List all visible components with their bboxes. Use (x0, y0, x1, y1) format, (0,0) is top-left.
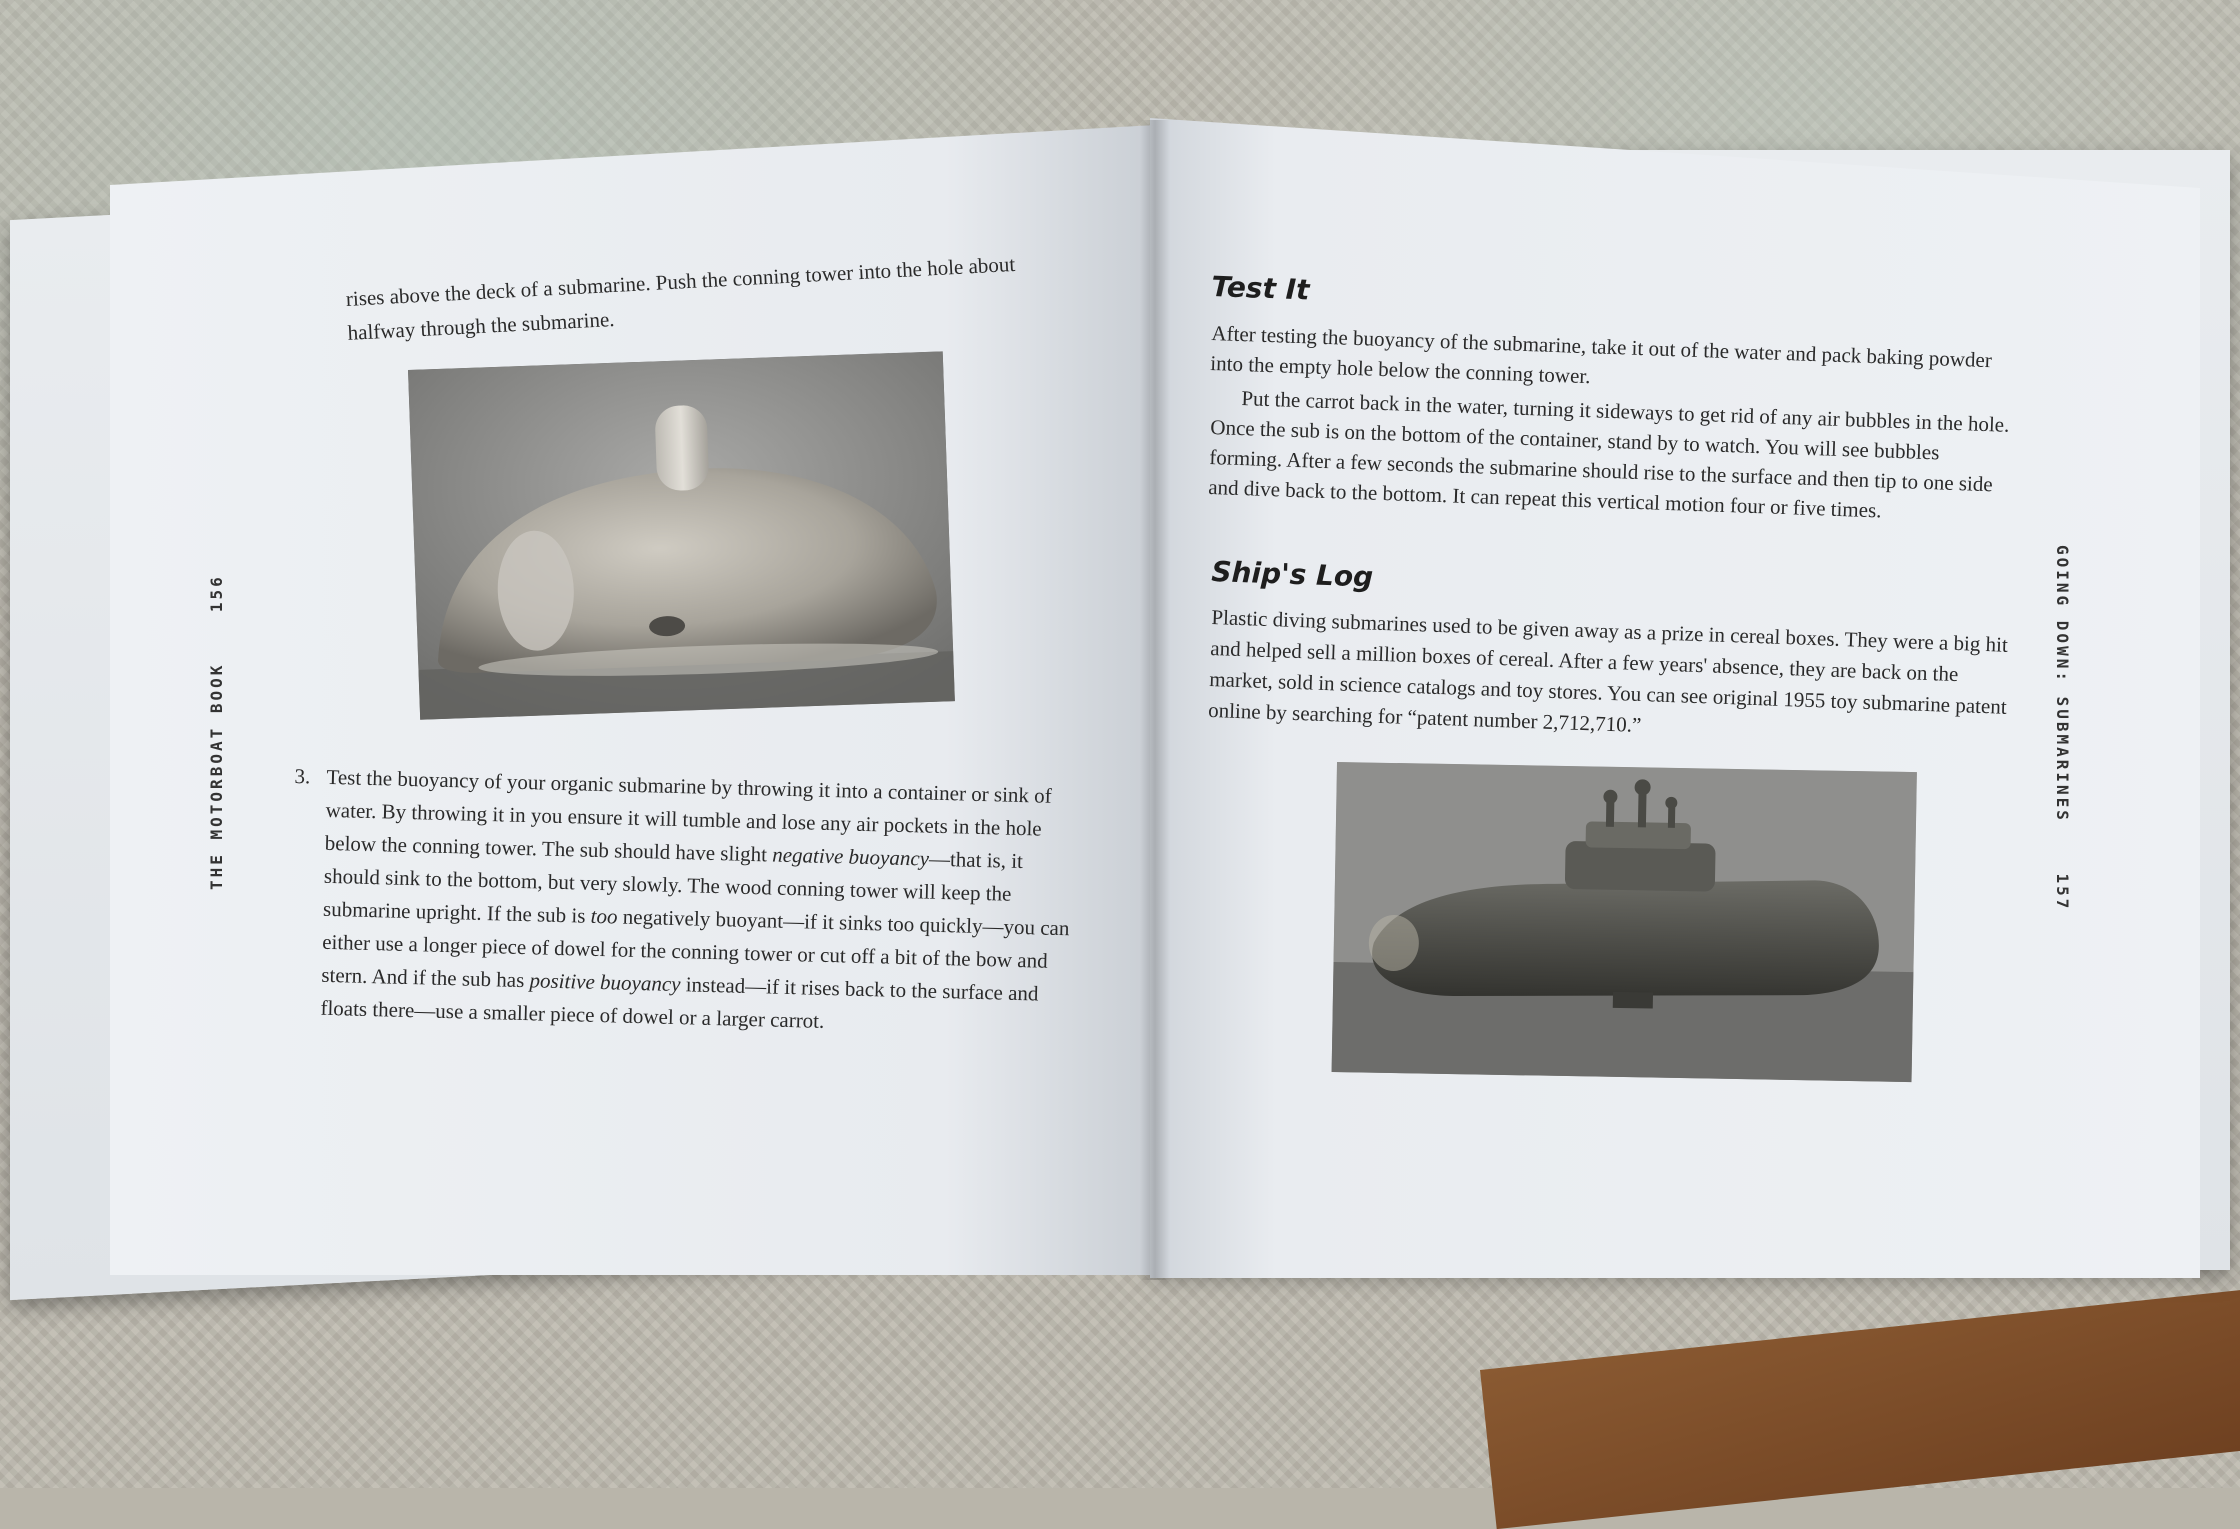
step-text-part: instead—if it rises back to the surface and floats there—use a smaller piece of dowel or a larger carrot. (320, 972, 1039, 1033)
ships-log-heading: Ship's Log (1210, 555, 1374, 594)
carrot-submarine-illustration (408, 351, 955, 719)
step-text-part: —that is, it should sink to the bottom, but very slowly. The wood conning tower will keep the submarine upright. If the sub is (322, 846, 1024, 928)
step-emphasis: positive buoyancy (529, 968, 681, 997)
book-gutter (1140, 120, 1170, 1280)
step-emphasis: too (590, 903, 618, 929)
left-intro-text: rises above the deck of a submarine. Push the conning tower into the hole about halfway through the submarine. (345, 251, 1016, 345)
toy-submarine-illustration (1332, 762, 1917, 1082)
step-text-part: Test the buoyancy of your organic submarine by throwing it into a container or sink of water. By throwing it in you ensure it will tumble and lose any air pockets in the hole below the conning tower. The sub should have slight (324, 764, 1053, 867)
step-number: 3. (294, 763, 311, 789)
step-text-part: negatively buoyant—if it sinks too quickly—you can either use a longer piece of dowel for the conning tower or cut off a bit of the bow and stern. And if the sub has (321, 904, 1070, 993)
step-3-text (320, 761, 1085, 1045)
step-emphasis: negative buoyancy (771, 842, 930, 871)
carrot-submarine-photo (408, 351, 955, 719)
right-running-head-title: GOING DOWN: SUBMARINES (2053, 545, 2072, 823)
right-running-head (2053, 545, 2072, 911)
right-page-number: 157 (2053, 873, 2072, 912)
left-running-head (207, 574, 226, 890)
test-it-paragraph-1: After testing the buoyancy of the submarine, take it out of the water and pack baking powder into the empty hole below the conning tower. (1210, 320, 1993, 389)
ships-log-paragraph: Plastic diving submarines used to be given away as a prize in cereal boxes. They were a big hit and helped sell a million boxes of cereal. After a few years' absence, they are back on the market, sold in science catalogs and toy stores. You can see original 1955 toy submarine patent online by searching for “patent number 2,712,710.” (1207, 604, 2009, 738)
step-3 (288, 760, 1085, 1045)
left-page-number: 156 (207, 574, 226, 613)
toy-submarine-photo (1332, 762, 1917, 1082)
test-it-paragraph-2: Put the carrot back in the water, turning it sideways to get rid of any air bubbles in the hole. Once the sub is on the bottom of the container, stand by to watch. You will see bubbles forming. After a few seconds the submarine should rise to the surface and then tip to one side and dive back to the bottom. It can repeat this vertical motion four or five times. (1207, 386, 2010, 523)
left-running-head-title: THE MOTORBOAT BOOK (207, 662, 226, 890)
test-it-heading: Test It (1210, 270, 1311, 307)
